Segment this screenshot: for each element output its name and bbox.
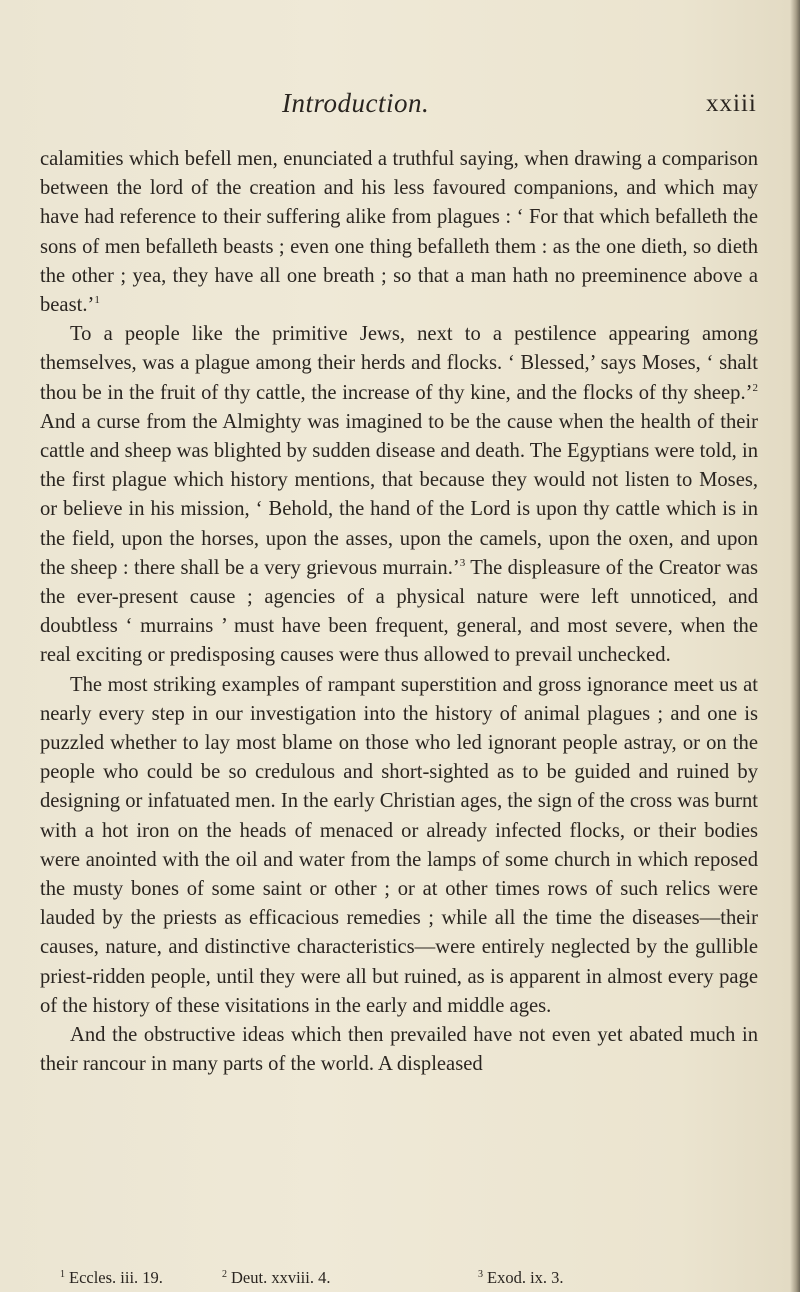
paragraph-1 bbox=[40, 145, 758, 320]
paragraph-2 bbox=[40, 320, 758, 670]
paragraph-2-text-b: And a curse from the Almighty was imagined to be the cause when the health of their cattle and sheep was blighted by sudden disease and death. The Egyptians were told, in the first plague which history mentions, that because they would not listen to Moses, or believe in his mission, ‘ Behold, the hand of the Lord is upon thy cattle which is in the field, upon the horses, upon the asses, upon the camels, upon the oxen, and upon the sheep : there shall be a very grievous murrain.’ bbox=[40, 410, 758, 579]
paragraph-1-text: calamities which befell men, enunciated a truthful saying, when drawing a comparison between the lord of the creation and his less favoured companions, and which may have had reference to their suffering alike from plagues : ‘ For that which befalleth the sons of men befalleth beasts ; even one thing befalleth them : as the one dieth, so dieth the other ; yea, they have all one breath ; so that a man hath no preeminence above a beast.’ bbox=[40, 148, 758, 317]
paragraph-4: And the obstructive ideas which then prevailed have not even yet abated much in their rancour in many parts of the world. A displeased bbox=[40, 1024, 758, 1076]
paragraph-3: The most striking examples of rampant superstition and gross ignorance meet us at nearly every step in our investigation into the history of animal plagues ; and one is puzzled whether to lay most blame on those who led ignorant people astray, or on the people who could be so credulous and short-sighted as to be guided and ruined by designing or infatuated men. In the early Christian ages, the sign of the cross was burnt with a hot iron on the heads of menaced or already infected flocks, or their bodies were anointed with the oil and water from the lamps of some church in which reposed the musty bones of some saint or other ; or at other times rows of such relics were lauded by the priests as efficacious remedies ; while all the time the diseases—their causes, nature, and distinctive characteristics—were entirely neglected by the gullible priest-ridden people, until they were all but ruined, as is apparent in almost every page of the history of these visitations in the early and middle ages. bbox=[40, 673, 758, 1017]
page-number: xxiii bbox=[706, 90, 757, 117]
page-header bbox=[0, 88, 800, 122]
footnote-1-text: Eccles. iii. 19. bbox=[69, 1268, 163, 1287]
footnote-ref-1: 1 bbox=[94, 294, 100, 307]
footnote-3 bbox=[478, 1268, 564, 1288]
footnote-3-text: Exod. ix. 3. bbox=[487, 1268, 564, 1287]
footnote-ref-2: 2 bbox=[752, 381, 758, 394]
footnote-1 bbox=[60, 1268, 163, 1288]
paragraph-2-text-a: To a people like the primitive Jews, next to a pestilence appearing among themselves, was a plague among their herds and flocks. ‘ Blessed,’ says Moses, ‘ shalt thou be in the fruit of thy cattle, the increase of thy kine, and the flocks of thy sheep.’ bbox=[40, 323, 758, 404]
paragraph-2-text-c: The displeasure of the Creator was the ever-present cause ; agencies of a physical nature were left unnoticed, and doubtless ‘ murrains ’ must have been frequent, general, and most severe, when the real exciting or predisposing causes were thus allowed to prevail unchecked. bbox=[40, 556, 758, 667]
footnote-3-number: 3 bbox=[478, 1269, 483, 1280]
footnote-2 bbox=[222, 1268, 330, 1288]
footnote-ref-3: 3 bbox=[459, 556, 466, 569]
footnote-2-text: Deut. xxviii. 4. bbox=[231, 1268, 331, 1287]
footnote-2-number: 2 bbox=[222, 1269, 227, 1280]
page-edge-shadow bbox=[790, 0, 800, 1292]
footnotes bbox=[60, 1268, 760, 1292]
body-text bbox=[40, 145, 758, 1080]
running-title: Introduction. bbox=[282, 88, 430, 118]
footnote-1-number: 1 bbox=[60, 1269, 65, 1280]
